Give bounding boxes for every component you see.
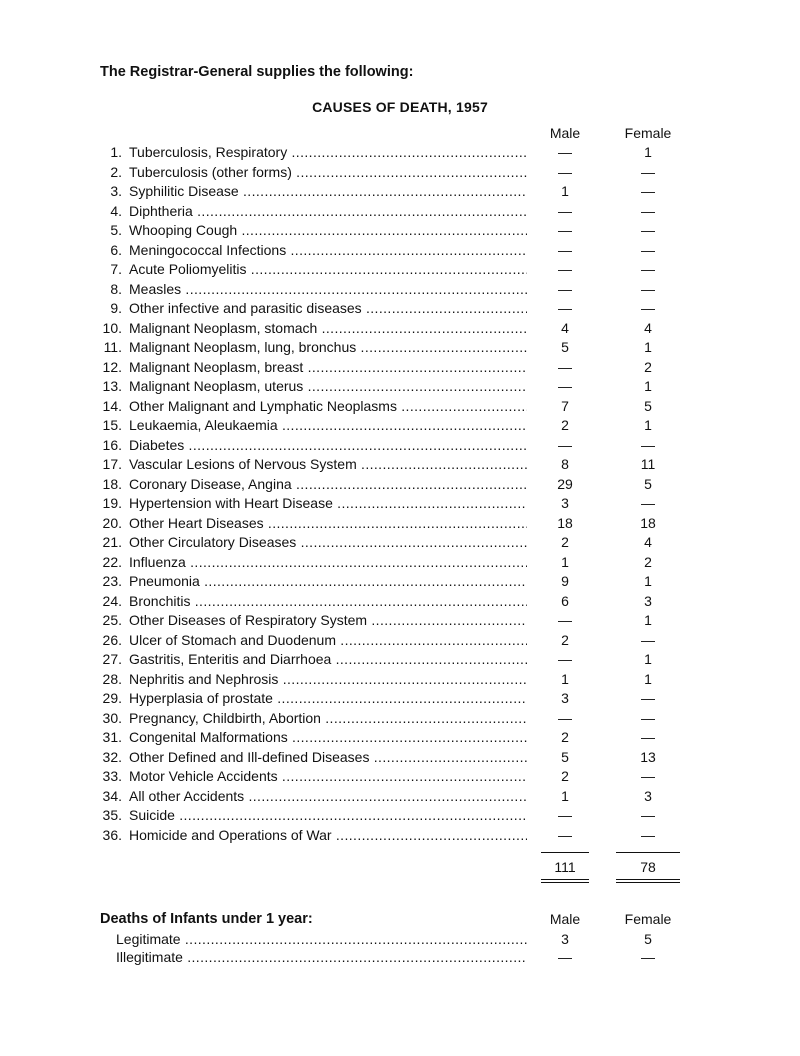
cause-label: Other Diseases of Respiratory System .....: [129, 611, 527, 631]
male-count: 9: [561, 573, 569, 589]
table-row: [0, 397, 800, 417]
table-row: [0, 592, 800, 612]
row-number: 8.: [110, 280, 122, 297]
male-count: 1: [561, 670, 569, 687]
infant-male-count: 3: [561, 931, 569, 947]
infant-row: [0, 948, 800, 966]
female-count: —: [641, 768, 655, 784]
female-count: 1: [644, 144, 652, 160]
row-number: 36.: [102, 826, 122, 843]
female-count: 13: [640, 748, 656, 765]
cause-label: Other Malignant and Lymphatic Neoplasms .....: [129, 397, 527, 417]
female-count: —: [641, 300, 655, 316]
row-number: 21.: [102, 534, 122, 550]
female-count: —: [641, 690, 655, 706]
cause-label: Vascular Lesions of Nervous System .....: [129, 455, 527, 475]
cause-label: Hyperplasia of prostate .....: [129, 689, 527, 709]
row-number: 5.: [110, 222, 122, 238]
intro-heading: The Registrar-General supplies the following:: [100, 64, 414, 80]
row-number: 2.: [110, 163, 122, 180]
male-count: —: [558, 241, 572, 258]
male-count: 6: [561, 592, 569, 609]
double-rule-female-2: [616, 882, 680, 883]
row-number: 13.: [102, 378, 122, 394]
male-count: 3: [561, 690, 569, 706]
female-count: —: [641, 241, 655, 258]
male-count: —: [558, 300, 572, 316]
male-count: 1: [561, 787, 569, 804]
table-row: [0, 202, 800, 222]
male-count: —: [558, 358, 572, 375]
infant-column-header-female: Female: [624, 911, 672, 927]
double-rule-female-1: [616, 879, 680, 880]
male-count: 7: [561, 397, 569, 414]
male-count: —: [558, 222, 572, 238]
cause-label: Coronary Disease, Angina .....: [129, 475, 527, 495]
female-count: —: [641, 807, 655, 823]
male-count: 1: [561, 553, 569, 570]
total-rule-female: [616, 852, 680, 853]
cause-label: Leukaemia, Aleukaemia .....: [129, 416, 527, 436]
male-count: —: [558, 378, 572, 394]
table-row: [0, 767, 800, 787]
male-count: 4: [561, 319, 569, 336]
male-count: 3: [561, 495, 569, 511]
cause-label: Diabetes .....: [129, 436, 527, 456]
cause-label: Suicide .....: [129, 806, 527, 826]
female-count: —: [641, 495, 655, 511]
table-row: [0, 338, 800, 358]
female-count: —: [641, 183, 655, 199]
male-count: —: [558, 163, 572, 180]
cause-label: Malignant Neoplasm, stomach .....: [129, 319, 527, 339]
cause-label: Homicide and Operations of War .....: [129, 826, 527, 846]
table-row: [0, 377, 800, 397]
cause-label: Pregnancy, Childbirth, Abortion .....: [129, 709, 527, 729]
male-count: 2: [561, 631, 569, 648]
infant-deaths-heading: Deaths of Infants under 1 year:: [100, 911, 313, 927]
table-row: [0, 650, 800, 670]
male-count: 18: [557, 514, 573, 531]
row-number: 34.: [102, 787, 122, 804]
cause-label: Other Heart Diseases .....: [129, 514, 527, 534]
table-row: [0, 182, 800, 202]
cause-label: Other Defined and Ill-defined Diseases .....: [129, 748, 527, 768]
female-count: 1: [644, 670, 652, 687]
female-count: 2: [644, 358, 652, 375]
table-row: [0, 514, 800, 534]
table-row: [0, 611, 800, 631]
row-number: 30.: [102, 709, 122, 726]
table-row: [0, 319, 800, 339]
cause-label: Malignant Neoplasm, uterus .....: [129, 377, 527, 397]
male-count: 29: [557, 475, 573, 492]
male-count: 2: [561, 417, 569, 433]
row-number: 22.: [102, 553, 122, 570]
table-row: [0, 436, 800, 456]
female-count: 3: [644, 787, 652, 804]
cause-label: Bronchitis .....: [129, 592, 527, 612]
male-count: —: [558, 280, 572, 297]
female-count: 5: [644, 475, 652, 492]
infant-female-count: —: [641, 949, 655, 965]
cause-label: Measles .....: [129, 280, 527, 300]
female-count: 4: [644, 534, 652, 550]
table-row: [0, 358, 800, 378]
female-count: 2: [644, 553, 652, 570]
row-number: 33.: [102, 768, 122, 784]
row-number: 10.: [102, 319, 122, 336]
causes-table: [0, 143, 800, 845]
female-count: —: [641, 261, 655, 277]
table-row: [0, 143, 800, 163]
row-number: 15.: [102, 417, 122, 433]
cause-label: Malignant Neoplasm, lung, bronchus .....: [129, 338, 527, 358]
female-count: 1: [644, 612, 652, 628]
table-row: [0, 787, 800, 807]
male-count: —: [558, 709, 572, 726]
row-number: 4.: [110, 202, 122, 219]
female-count: —: [641, 280, 655, 297]
row-number: 35.: [102, 807, 122, 823]
cause-label: Motor Vehicle Accidents .....: [129, 767, 527, 787]
cause-label: Malignant Neoplasm, breast .....: [129, 358, 527, 378]
row-number: 7.: [110, 261, 122, 277]
male-count: —: [558, 261, 572, 277]
female-count: —: [641, 709, 655, 726]
female-count: 1: [644, 573, 652, 589]
cause-label: All other Accidents .....: [129, 787, 527, 807]
cause-label: Influenza .....: [129, 553, 527, 573]
cause-label: Nephritis and Nephrosis .....: [129, 670, 527, 690]
male-count: —: [558, 144, 572, 160]
male-count: —: [558, 651, 572, 667]
cause-label: Other infective and parasitic diseases .....: [129, 299, 527, 319]
row-number: 32.: [102, 748, 122, 765]
total-rule-male: [541, 852, 589, 853]
column-header-male: Male: [549, 125, 581, 141]
row-number: 17.: [102, 456, 122, 472]
row-number: 31.: [102, 729, 122, 745]
female-count: 1: [644, 339, 652, 355]
table-row: [0, 455, 800, 475]
row-number: 20.: [102, 514, 122, 531]
table-row: [0, 221, 800, 241]
table-row: [0, 280, 800, 300]
male-count: —: [558, 612, 572, 628]
cause-label: Congenital Malformations .....: [129, 728, 527, 748]
table-row: [0, 260, 800, 280]
row-number: 18.: [102, 475, 122, 492]
table-title: CAUSES OF DEATH, 1957: [312, 99, 488, 115]
infant-male-count: —: [558, 949, 572, 965]
cause-label: Other Circulatory Diseases .....: [129, 533, 527, 553]
infant-female-count: 5: [644, 931, 652, 947]
female-count: —: [641, 202, 655, 219]
male-count: —: [558, 826, 572, 843]
row-number: 28.: [102, 670, 122, 687]
female-count: 18: [640, 514, 656, 531]
table-row: [0, 806, 800, 826]
male-count: 2: [561, 534, 569, 550]
row-number: 11.: [103, 339, 122, 355]
row-number: 26.: [102, 631, 122, 648]
female-count: 5: [644, 397, 652, 414]
row-number: 23.: [102, 573, 122, 589]
table-row: [0, 689, 800, 709]
row-number: 3.: [110, 183, 122, 199]
female-count: —: [641, 826, 655, 843]
table-row: [0, 670, 800, 690]
table-row: [0, 533, 800, 553]
table-row: [0, 572, 800, 592]
cause-label: Ulcer of Stomach and Duodenum .....: [129, 631, 527, 651]
cause-label: Diphtheria .....: [129, 202, 527, 222]
female-count: 1: [644, 651, 652, 667]
table-row: [0, 163, 800, 183]
infant-row: [0, 930, 800, 948]
table-row: [0, 631, 800, 651]
female-count: 1: [644, 378, 652, 394]
row-number: 6.: [110, 241, 122, 258]
row-number: 19.: [102, 495, 122, 511]
male-count: —: [558, 807, 572, 823]
male-count: 1: [561, 183, 569, 199]
row-number: 29.: [102, 690, 122, 706]
total-female: 78: [640, 859, 656, 875]
table-row: [0, 728, 800, 748]
male-count: 5: [561, 748, 569, 765]
cause-label: Tuberculosis (other forms) .....: [129, 163, 527, 183]
cause-label: Hypertension with Heart Disease .....: [129, 494, 527, 514]
female-count: —: [641, 631, 655, 648]
female-count: 1: [644, 417, 652, 433]
table-row: [0, 241, 800, 261]
table-row: [0, 299, 800, 319]
cause-label: Meningococcal Infections .....: [129, 241, 527, 261]
cause-label: Tuberculosis, Respiratory .....: [129, 143, 527, 163]
cause-label: Pneumonia .....: [129, 572, 527, 592]
table-row: [0, 475, 800, 495]
female-count: 4: [644, 319, 652, 336]
table-row: [0, 416, 800, 436]
cause-label: Syphilitic Disease .....: [129, 182, 527, 202]
total-male: 111: [554, 859, 576, 875]
row-number: 12.: [102, 358, 122, 375]
male-count: 8: [561, 456, 569, 472]
female-count: —: [641, 436, 655, 453]
table-row: [0, 494, 800, 514]
table-row: [0, 709, 800, 729]
female-count: 11: [640, 456, 656, 472]
row-number: 24.: [102, 592, 122, 609]
female-count: —: [641, 163, 655, 180]
male-count: 2: [561, 768, 569, 784]
row-number: 25.: [102, 612, 122, 628]
male-count: —: [558, 436, 572, 453]
table-row: [0, 553, 800, 573]
male-count: 5: [561, 339, 569, 355]
row-number: 9.: [110, 300, 122, 316]
infant-column-header-male: Male: [549, 911, 581, 927]
row-number: 1.: [110, 144, 122, 160]
row-number: 16.: [102, 436, 122, 453]
cause-label: Whooping Cough .....: [129, 221, 527, 241]
infant-deaths-table: [0, 930, 800, 966]
column-header-female: Female: [624, 125, 672, 141]
female-count: 3: [644, 592, 652, 609]
row-number: 27.: [102, 651, 122, 667]
cause-label: Acute Poliomyelitis .....: [129, 260, 527, 280]
cause-label: Gastritis, Enteritis and Diarrhoea .....: [129, 650, 527, 670]
infant-label: Illegitimate .....: [116, 948, 527, 966]
female-count: —: [641, 729, 655, 745]
table-row: [0, 826, 800, 846]
table-row: [0, 748, 800, 768]
double-rule-male-2: [541, 882, 589, 883]
double-rule-male-1: [541, 879, 589, 880]
infant-label: Legitimate .....: [116, 930, 527, 948]
male-count: 2: [561, 729, 569, 745]
male-count: —: [558, 202, 572, 219]
row-number: 14.: [102, 397, 122, 414]
female-count: —: [641, 222, 655, 238]
